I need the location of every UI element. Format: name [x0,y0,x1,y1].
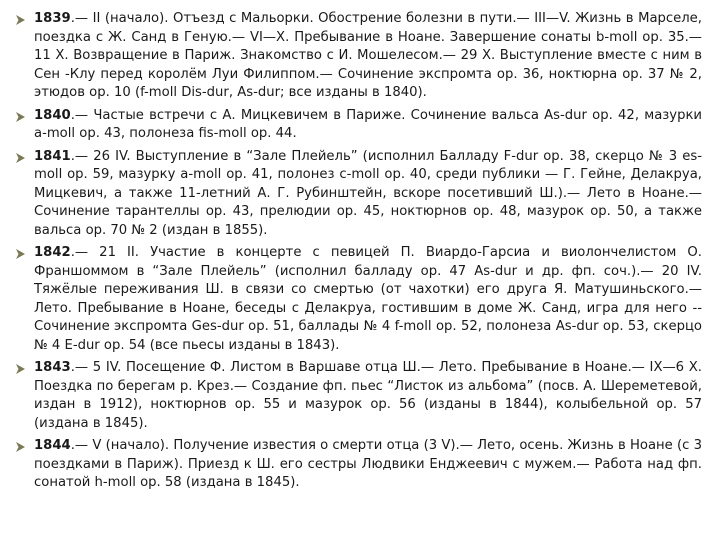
entry-year: 1842 [34,245,71,260]
entry-text [34,244,702,355]
entry-year: 1844 [34,438,71,453]
entry-text [34,148,702,241]
list-item [14,437,702,493]
bullet-icon [14,10,34,26]
entry-text [34,107,702,144]
bullet-icon [14,148,34,164]
entry-body: .— II (начало). Отъезд с Мальорки. Обострение болезни в пути.— III—V. Жизнь в Марселе, поездка с Ж. Санд в Геную.— VI—X. Пребывание в Ноане. Завершение сонаты b-moll ор. 35.—11 X. Возвращение в Париж. Знакомство с И. Мошелесом.— 29 X. Выступление вместе с ним в Сен -Клу перед королём Луи Филиппом.— Сочинение экспромта ор. 36, ноктюрна ор. 37 № 2, этюдов ор. 10 (f-moll Dis-dur, As-dur; все изданы в 1840). [34,11,702,100]
bullet-icon [14,359,34,375]
bullet-icon [14,437,34,453]
entry-body: .— 5 IV. Посещение Ф. Листом в Варшаве отца Ш.— Лето. Пребывание в Ноане.— IX—6 X. Поездка по берегам р. Крез.— Создание фп. пьес “Листок из альбома” (посв. А. Шереметевой, издан в 1912), ноктюрнов ор. 55 и мазурок ор. 56 (изданы в 1844), колыбельной ор. 57 (издана в 1845). [34,360,702,431]
bullet-icon [14,244,34,260]
entry-body: .— 26 IV. Выступление в “Зале Плейель” (исполнил Балладу F-dur ор. 38, скерцо № 3 es-moll ор. 59, мазурку a-moll ор. 41, полонез c-moll ор. 40, среди публики — Г. Гейне, Делакруа, Мицкевич, а также 11-летний А. Г. Рубинштейн, вскоре посетивший Ш.).— Лето в Ноане.— Сочинение тарантеллы ор. 43, прелюдии ор. 45, ноктюрнов ор. 48, мазурок ор. 50, а также вальса ор. 70 № 2 (издан в 1855). [34,148,702,238]
entry-text [34,359,702,433]
entry-text [34,10,702,103]
list-item [14,359,702,433]
entry-year: 1841 [34,148,71,164]
entry-body: .— Частые встречи с А. Мицкевичем в Париже. Сочинение вальса As-dur ор. 42, мазурки a-moll ор. 43, полонеза fis-moll ор. 44. [34,107,702,141]
entry-year: 1840 [34,107,71,123]
list-item [14,10,702,103]
entry-text [34,437,702,493]
entry-body: .— 21 II. Участие в концерте с певицей П. Виардо-Гарсиа и виолончелистом О. Франшоммом в “Зале Плейель” (исполнил балладу ор. 47 As-dur и др. фп. соч.).— 20 IV. Тяжёлые переживания Ш. в связи со смертью (от чахотки) его друга Я. Матушиньского.— Лето. Пребывание в Ноане, беседы с Делакруа, гостившим в доме Ж. Санд, игра для него -- Сочинение экспромта Ges-dur ор. 51, баллады № 4 f-moll ор. 52, полонеза As-dur ор. 53, скерцо № 4 E-dur ор. 54 (все пьесы изданы в 1843). [34,245,702,353]
list-item [14,244,702,355]
list-item [14,148,702,241]
entry-body: .— V (начало). Получение известия о смерти отца (3 V).— Лето, осень. Жизнь в Ноане (с 3 поездками в Париж). Приезд к Ш. его сестры Людвики Енджеевич с мужем.— Работа над фп. сонатой h-moll ор. 58 (издана в 1845). [34,438,702,490]
list-item [14,107,702,144]
entry-year: 1843 [34,360,71,375]
bullet-icon [14,107,34,123]
entry-year: 1839 [34,11,71,26]
